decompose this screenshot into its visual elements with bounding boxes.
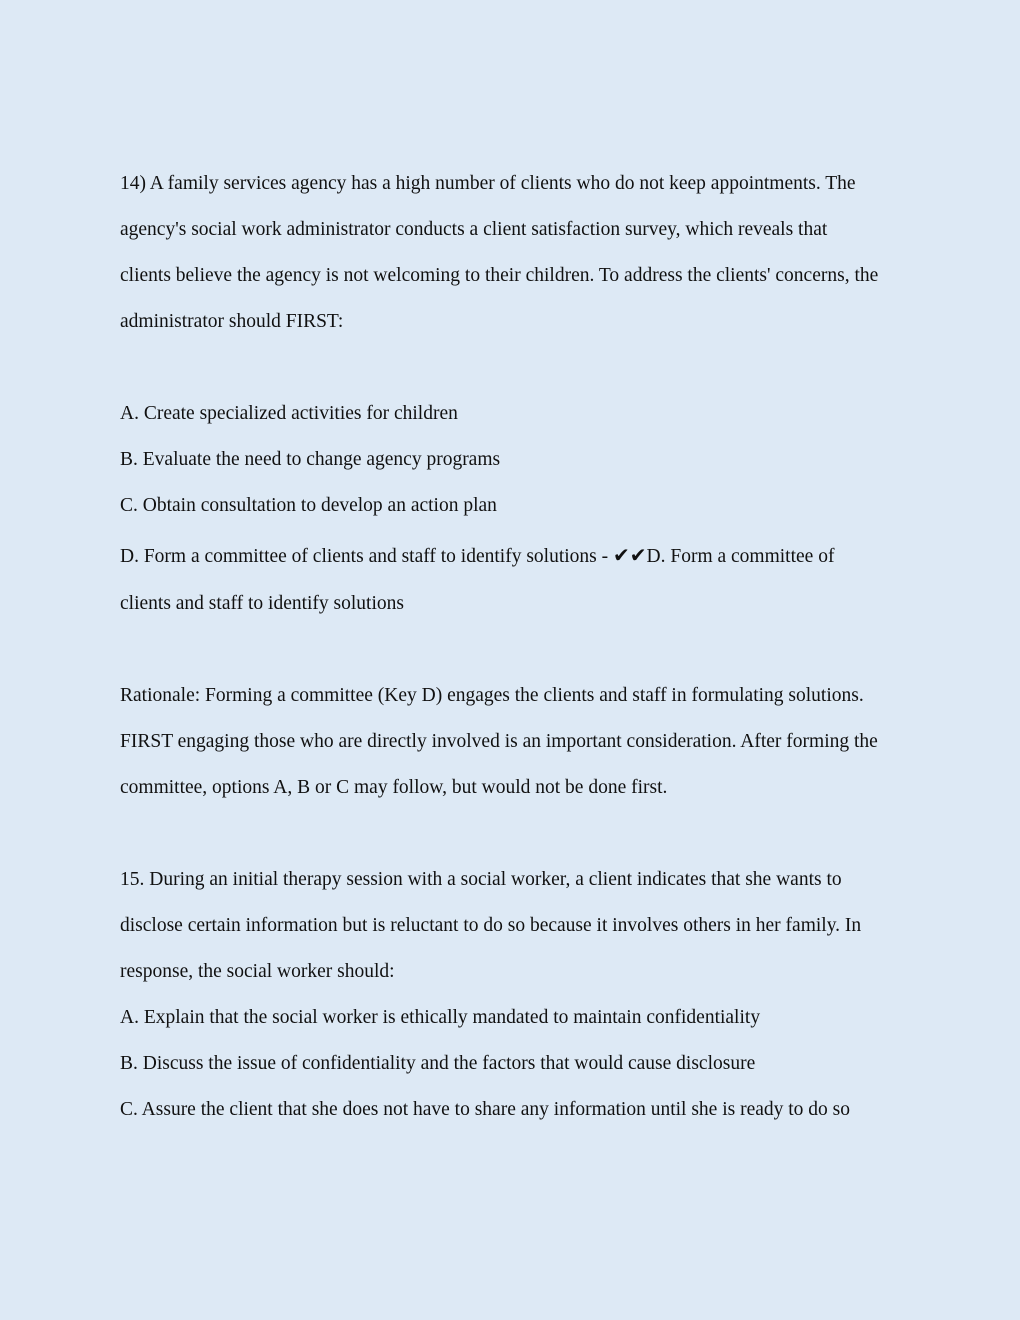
spacer — [120, 811, 920, 857]
question-14-stem-line: administrator should FIRST: — [120, 311, 344, 332]
question-15-option-b: B. Discuss the issue of confidentiality and the factors that would cause disclosure — [120, 1053, 756, 1074]
rationale-line: FIRST engaging those who are directly involved is an important consideration. After forming the — [120, 731, 878, 752]
spacer — [120, 345, 920, 391]
question-14 — [120, 161, 920, 811]
question-14-stem-line: 14) A family services agency has a high number of clients who do not keep appointments. The — [120, 173, 856, 194]
option-d-answer-text: D. Form a committee of — [646, 546, 835, 567]
option-d-text: D. Form a committee of clients and staff to identify solutions - — [120, 546, 614, 567]
spacer — [120, 627, 920, 673]
question-15-stem-line: 15. During an initial therapy session with a social worker, a client indicates that she wants to — [120, 869, 842, 890]
question-15 — [120, 857, 920, 1133]
question-15-stem-line: disclose certain information but is reluctant to do so because it involves others in her family. In — [120, 915, 862, 936]
question-14-stem-line: agency's social work administrator conducts a client satisfaction survey, which reveals that — [120, 219, 828, 240]
rationale-line: Rationale: Forming a committee (Key D) engages the clients and staff in formulating solutions. — [120, 685, 864, 706]
question-15-stem-line: response, the social worker should: — [120, 961, 395, 982]
question-15-option-c: C. Assure the client that she does not have to share any information until she is ready to do so — [120, 1099, 851, 1120]
question-14-option-c: C. Obtain consultation to develop an action plan — [120, 495, 497, 516]
check-mark-icon: ✔✔ — [613, 543, 647, 567]
question-14-option-b: B. Evaluate the need to change agency programs — [120, 449, 501, 470]
rationale-line: committee, options A, B or C may follow, but would not be done first. — [120, 777, 668, 798]
question-14-stem-line: clients believe the agency is not welcoming to their children. To address the clients' concerns, the — [120, 265, 879, 286]
question-15-option-a: A. Explain that the social worker is ethically mandated to maintain confidentiality — [120, 1007, 761, 1028]
question-14-option-d-continued: clients and staff to identify solutions — [120, 593, 404, 614]
document-content — [120, 161, 920, 1133]
question-14-option-d — [120, 529, 920, 581]
question-14-option-a: A. Create specialized activities for children — [120, 403, 458, 424]
